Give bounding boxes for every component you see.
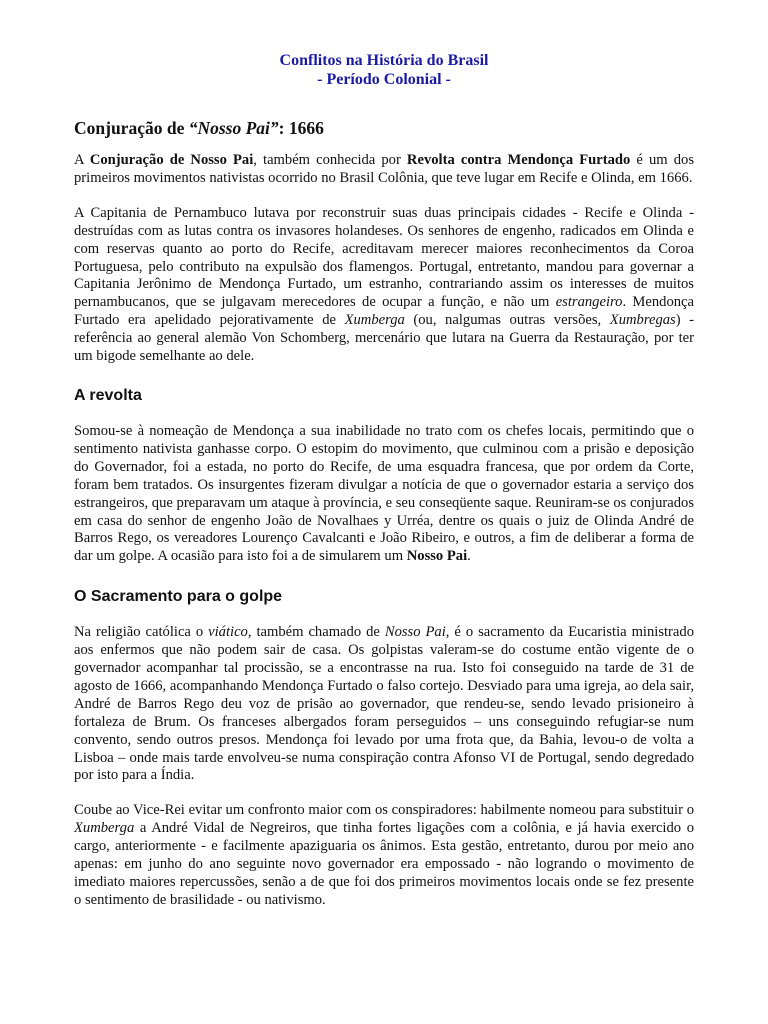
section-heading-sacramento: O Sacramento para o golpe [74,588,283,606]
text-run: A [74,152,90,168]
italic-text-run: Nosso Pai [384,624,446,641]
document-title [74,51,694,89]
text-run: , também conhecida por [253,152,407,168]
italic-text-run: viático [208,624,248,641]
text-run: , é o sacramento da Eucaristia ministrado aos enfermos que não podem sair de casa. Os golpistas valeram-se do costume então vigente de o governador acompanhar tal procissão, se a encontrasse na rua. Isto foi conseguido na tarde de 31 de agosto de 1666, acompanhando Mendonça Furtado o falso cortejo. Desviado para uma igreja, ao dela sair, André de Barros Rego deu voz de prisão ao governador, que rendeu-se, sendo levado prisioneiro à fortaleza de Brum. Os franceses albergados foram perseguidos – uns conseguindo refugiar-se num convento, sendo outros presos. Mendonça foi levado por uma frota que, da Bahia, levou-o de volta a Lisboa – onde mais tarde envolveu-se numa conspiração contra Afonso VI de Portugal, sendo degredado por isto para a Índia. [74,624,694,784]
bold-text-run: Nosso Pai [406,548,468,565]
document-title-line1: Conflitos na História do Brasil [279,52,489,69]
text-run: , também chamado de [247,624,385,641]
section-heading-revolta: A revolta [74,386,142,404]
section-heading-conjuracao [74,118,694,138]
document-page [74,51,694,910]
bold-text-run: Revolta contra Mendonça Furtado [406,152,631,168]
text-run: . [467,548,471,565]
section-heading-italic: “Nosso Pai” [188,118,279,138]
bold-text-run: Conjuração de Nosso Pai [89,152,254,168]
text-run: Somou-se à nomeação de Mendonça a sua inabilidade no trato com os chefes locais, permitindo que o sentimento nativista ganhasse corpo. O estopim do movimento, que culminou com a prisão e deposição do Governador, foi a estada, no porto do Recife, de uma esquadra francesa, que por ordem da Corte, foram bem tratados. Os insurgentes fizeram divulgar a notícia de que o governador estaria a serviço dos estrangeiros, que preparavam um ataque à província, e seu conseqüente saque. Reuniram-se os conjurados em casa do senhor de engenho João de Novalhaes y Urréa, dentre os quais o juiz de Olinda André de Barros Rego, os vereadores Lourenço Cavalcanti e João Ribeiro, e outros, a fim de deliberar a forma de dar um golpe. A ocasião para isto foi a de simularem um [74,422,695,565]
paragraph-intro-1 [74,152,694,188]
text-run: é um dos primeiros movimentos nativistas ocorrido no Brasil Colônia, que teve lugar em Recife e Olinda, em 1666. [74,152,694,186]
section-heading-prefix: Conjuração de [74,118,189,138]
text-run: ) - referência ao general alemão Von Schomberg, mercenário que lutara na Guerra da Restauração, por ter um bigode semelhante ao dele. [74,312,695,365]
italic-text-run: Xumberga [344,312,405,329]
section-heading-suffix: : 1666 [278,118,324,138]
text-run: Na religião católica o [74,624,209,641]
document-title-line2: - Período Colonial - [317,71,451,88]
italic-text-run: estrangeiro [555,294,623,311]
text-run: (ou, nalgumas outras versões, [404,312,610,329]
paragraph-revolta-1 [74,423,694,566]
italic-text-run: Xumberga [74,820,135,837]
text-run: A Capitania de Pernambuco lutava por reconstruir suas duas principais cidades - Recife e Olinda - destruídas com as lutas contra os invasores holandeses. Os senhores de engenho, radicados em Olinda e com reservas quanto ao porto do Recife, acreditavam merecer maiores reconhecimentos da Coroa Portuguesa, pelo contributo na expulsão dos flamengos. Portugal, entretanto, mandou para governar a Capitania Jerônimo de Mendonça Furtado, um estranho, contrariando assim os interesses de muitos pernambucanos, que se julgavam merecedores de ocupar a função, e não um [74,204,694,311]
paragraph-sacramento-2 [74,802,694,909]
paragraph-intro-2 [74,205,694,366]
italic-text-run: Xumbregas [609,312,676,329]
text-run: a André Vidal de Negreiros, que tinha fortes ligações com a colônia, e já havia exercido o cargo, anteriormente - e facilmente apaziguaria os ânimos. Esta gestão, entretanto, durou por meio ano apenas: em junho do ano seguinte novo governador era empossado - não logrando o movimento de imediato maiores repercussões, senão a de que foi dos primeiros movimentos locais onde se fez presente o sentimento de brasilidade - ou nativismo. [74,820,694,908]
paragraph-sacramento-1 [74,624,694,785]
text-run: Coube ao Vice-Rei evitar um confronto maior com os conspiradores: habilmente nomeou para substituir o [74,802,694,819]
text-run: . Mendonça Furtado era apelidado pejorativamente de [74,294,694,329]
